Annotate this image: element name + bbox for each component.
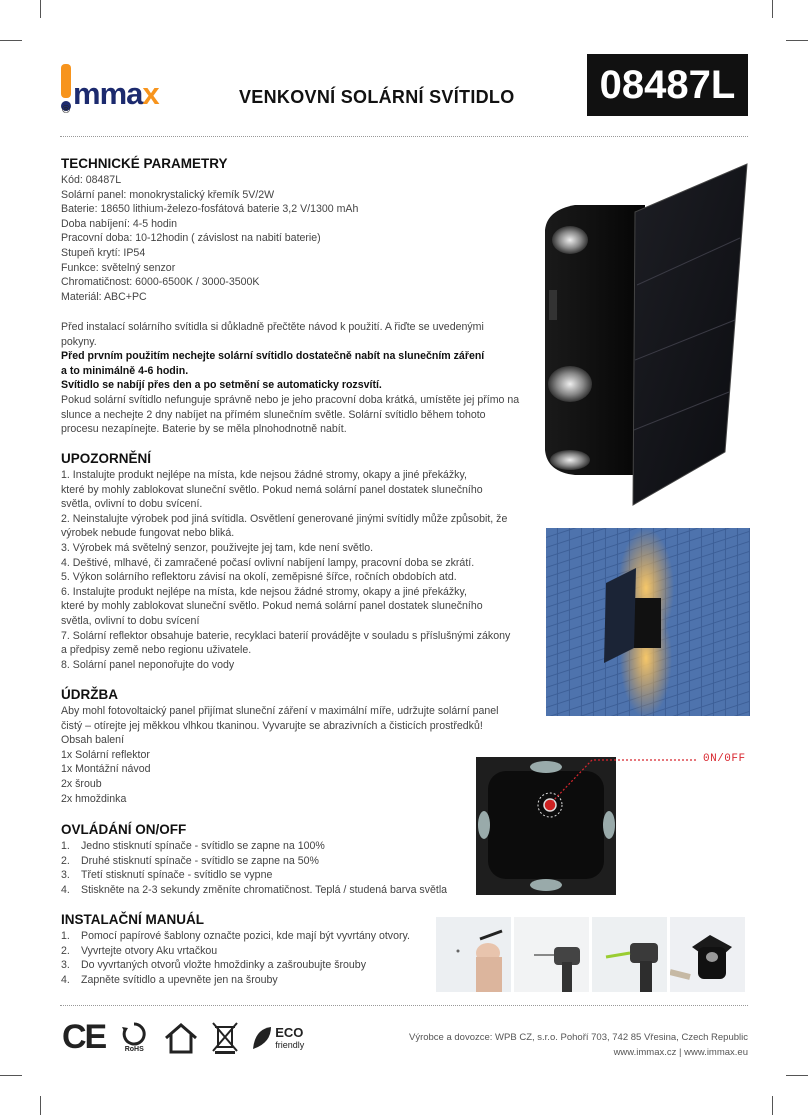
intro-bold-paragraph: Před prvním použitím nechejte solární svítidlo dostatečně nabít na slunečním záření a to minimálně 4-6 hodin. [61,350,485,377]
eco-sub-label: friendly [275,1040,305,1050]
section-heading: OVLÁDÁNÍ ON/OFF [61,822,187,837]
on-off-label: 0N/0FF [703,753,746,765]
tech-line: Kód: 08487L [61,174,122,186]
leaf-icon [251,1025,273,1051]
certification-icons [62,1018,304,1057]
eco-friendly-icon [251,1025,304,1051]
crop-mark [0,40,22,41]
product-photo [535,160,750,510]
install-photo-mounted [670,917,745,992]
tech-line: Chromatičnost: 6000-6500K / 3000-3500K [61,276,260,289]
footer-contact [409,1030,748,1060]
document-title: VENKOVNÍ SOLÁRNÍ SVÍTIDLO [239,87,515,107]
eco-label: ECO [275,1025,304,1040]
maintenance-text: Aby mohl fotovoltaický panel přijímat sluneční záření v maximální míře, udržujte solární panel čistý – otírejte jej měkkou vlhkou tkaninou. Vyvarujte se abrazivních a čisticích prostředků! [61,705,499,732]
package-item: 2x šroub [61,777,102,790]
rohs-label: RoHS [124,1046,144,1053]
website-links[interactable]: www.immax.cz | www.immax.eu [613,1047,748,1058]
registered-mark: ® [62,104,71,116]
warning-item: 3. Výrobek má světelný senzor, použivejte jej tam, kde není světlo. [61,541,374,554]
control-list [61,839,461,897]
crop-mark [772,0,773,18]
warning-item: 6. Instalujte produkt nejlépe na místa, kde nejsou žádné stromy, okapy a jiné překážky, které by mohly zablokovat sluneční světlo. Pokud nemá solární panel dostatek slunečního světla, ovlivní to dobu svícení [61,585,483,627]
list-item: 2. Vyvrtejte otvory Aku vrtačkou [61,944,218,957]
divider [60,1005,748,1006]
crop-mark [786,40,808,41]
tech-line: Stupeň krytí: IP54 [61,246,146,259]
intro-bold-paragraph: Svítidlo se nabíjí přes den a po setmění se automaticky rozsvítí. [61,379,382,392]
section-heading: TECHNICKÉ PARAMETRY [61,156,228,171]
warning-item: 8. Solární panel neponořujte do vody [61,658,235,671]
tech-line: Funkce: světelný senzor [61,261,176,274]
tech-line: Baterie: 18650 lithium-železo-fosfátová baterie 3,2 V/1300 mAh [61,203,359,216]
recycle-arrows-icon [122,1022,146,1046]
warnings-section [61,451,516,672]
list-item: 1. Pomocí papírové šablony označte pozici, kde mají být vyvrtány otvory. [61,930,410,942]
warning-item: 5. Výkon solárního reflektoru závisí na okolí, zeměpisné šířce, ročních obdobích atd. [61,571,457,584]
intro-paragraph: Před instalací solárního svítidla si důkladně přečtěte návod k použití. A řiďte se uvedenými pokyny. [61,321,484,348]
crop-mark [772,1096,773,1115]
warning-item: 4. Deštivé, mlhavé, či zamračené počasí ovlivní nabíjení lampy, pracovní doba se zkrátí. [61,556,475,569]
install-section [61,912,441,987]
tech-line: Materiál: ABC+PC [61,290,147,303]
package-item: 1x Montážní návod [61,763,151,776]
switch-callout-line [548,754,700,806]
intro-section [61,320,520,437]
rohs-icon [117,1022,151,1053]
installed-lamp-photo [546,528,750,716]
technical-section [61,156,531,304]
house-icon [163,1022,199,1054]
crop-mark [40,0,41,18]
list-item: 3. Do vyvrtaných otvorů vložte hmoždinky a zašroubujte šrouby [61,959,366,972]
product-code: 08487L [587,54,748,116]
list-item: 4. Zapněte svítidlo a upevněte jen na šrouby [61,973,278,986]
divider [60,136,748,137]
section-heading: UPOZORNĚNÍ [61,451,152,466]
manufacturer-info: Výrobce a dovozce: WPB CZ, s.r.o. Pohoří 703, 742 85 Vřesina, Czech Republic [408,1032,748,1043]
brand-logo [60,62,200,120]
crop-mark [0,1075,22,1076]
package-item: 2x hmoždinka [61,792,127,805]
package-title: Obsah balení [61,734,125,747]
tech-line: Pracovní doba: 10-12hodin ( závislost na nabití baterie) [61,232,321,245]
brand-name: mmax [73,76,159,111]
install-photo-mark [436,917,511,992]
list-item: 4. Stiskněte na 2-3 sekundy změníte chromatičnost. Teplá / studená barva světla [61,883,448,896]
warning-item: 2. Neinstalujte výrobek pod jiná svítidla. Osvětlení generované jinými svítidly může způsobit, že výrobek nebude fungovat nebo bliká. [61,512,508,540]
install-photo-screw [592,917,667,992]
weee-bin-icon [211,1021,239,1055]
tech-line: Doba nabíjení: 4-5 hodin [61,217,178,230]
package-item: 1x Solární reflektor [61,748,150,761]
warning-item: 1. Instalujte produkt nejlépe na místa, kde nejsou žádné stromy, okapy a jiné překážky, které by mohly zablokovat sluneční světlo. Pokud nemá solární panel dostatek slunečního světla, ovlivní to dobu svícení. [61,469,483,511]
tech-line: Solární panel: monokrystalický křemík 5V/2W [61,188,275,201]
crop-mark [40,1096,41,1115]
ce-mark-icon: CE [62,1018,106,1056]
control-section [61,822,461,897]
section-heading: INSTALAČNÍ MANUÁL [61,912,204,927]
intro-paragraph: Pokud solární svítidlo nefunguje správně nebo je jeho pracovní doba krátká, umístěte jej přímo na slunce a nechejte 2 dny nabíjet na přímém slunečním světle. Solární svítidlo během tohoto procesu nezapínejte. Baterie by se měla plnohodnotně nabít. [61,393,520,436]
maintenance-section [61,687,521,806]
list-item: 3. Třetí stisknutí spínače - svítidlo se vypne [61,869,273,882]
install-photo-drill [514,917,589,992]
section-heading: ÚDRŽBA [61,687,118,702]
list-item: 2. Druhé stisknutí spínače - svítidlo se zapne na 50% [61,854,319,867]
install-list [61,929,441,987]
list-item: 1. Jedno stisknutí spínače - svítidlo se zapne na 100% [61,840,325,852]
warning-item: 7. Solární reflektor obsahuje baterie, recyklaci baterií provádějte v souladu s příslušnými zákony a předpisy země nebo regionu uživatele. [61,629,511,657]
crop-mark [786,1075,808,1076]
